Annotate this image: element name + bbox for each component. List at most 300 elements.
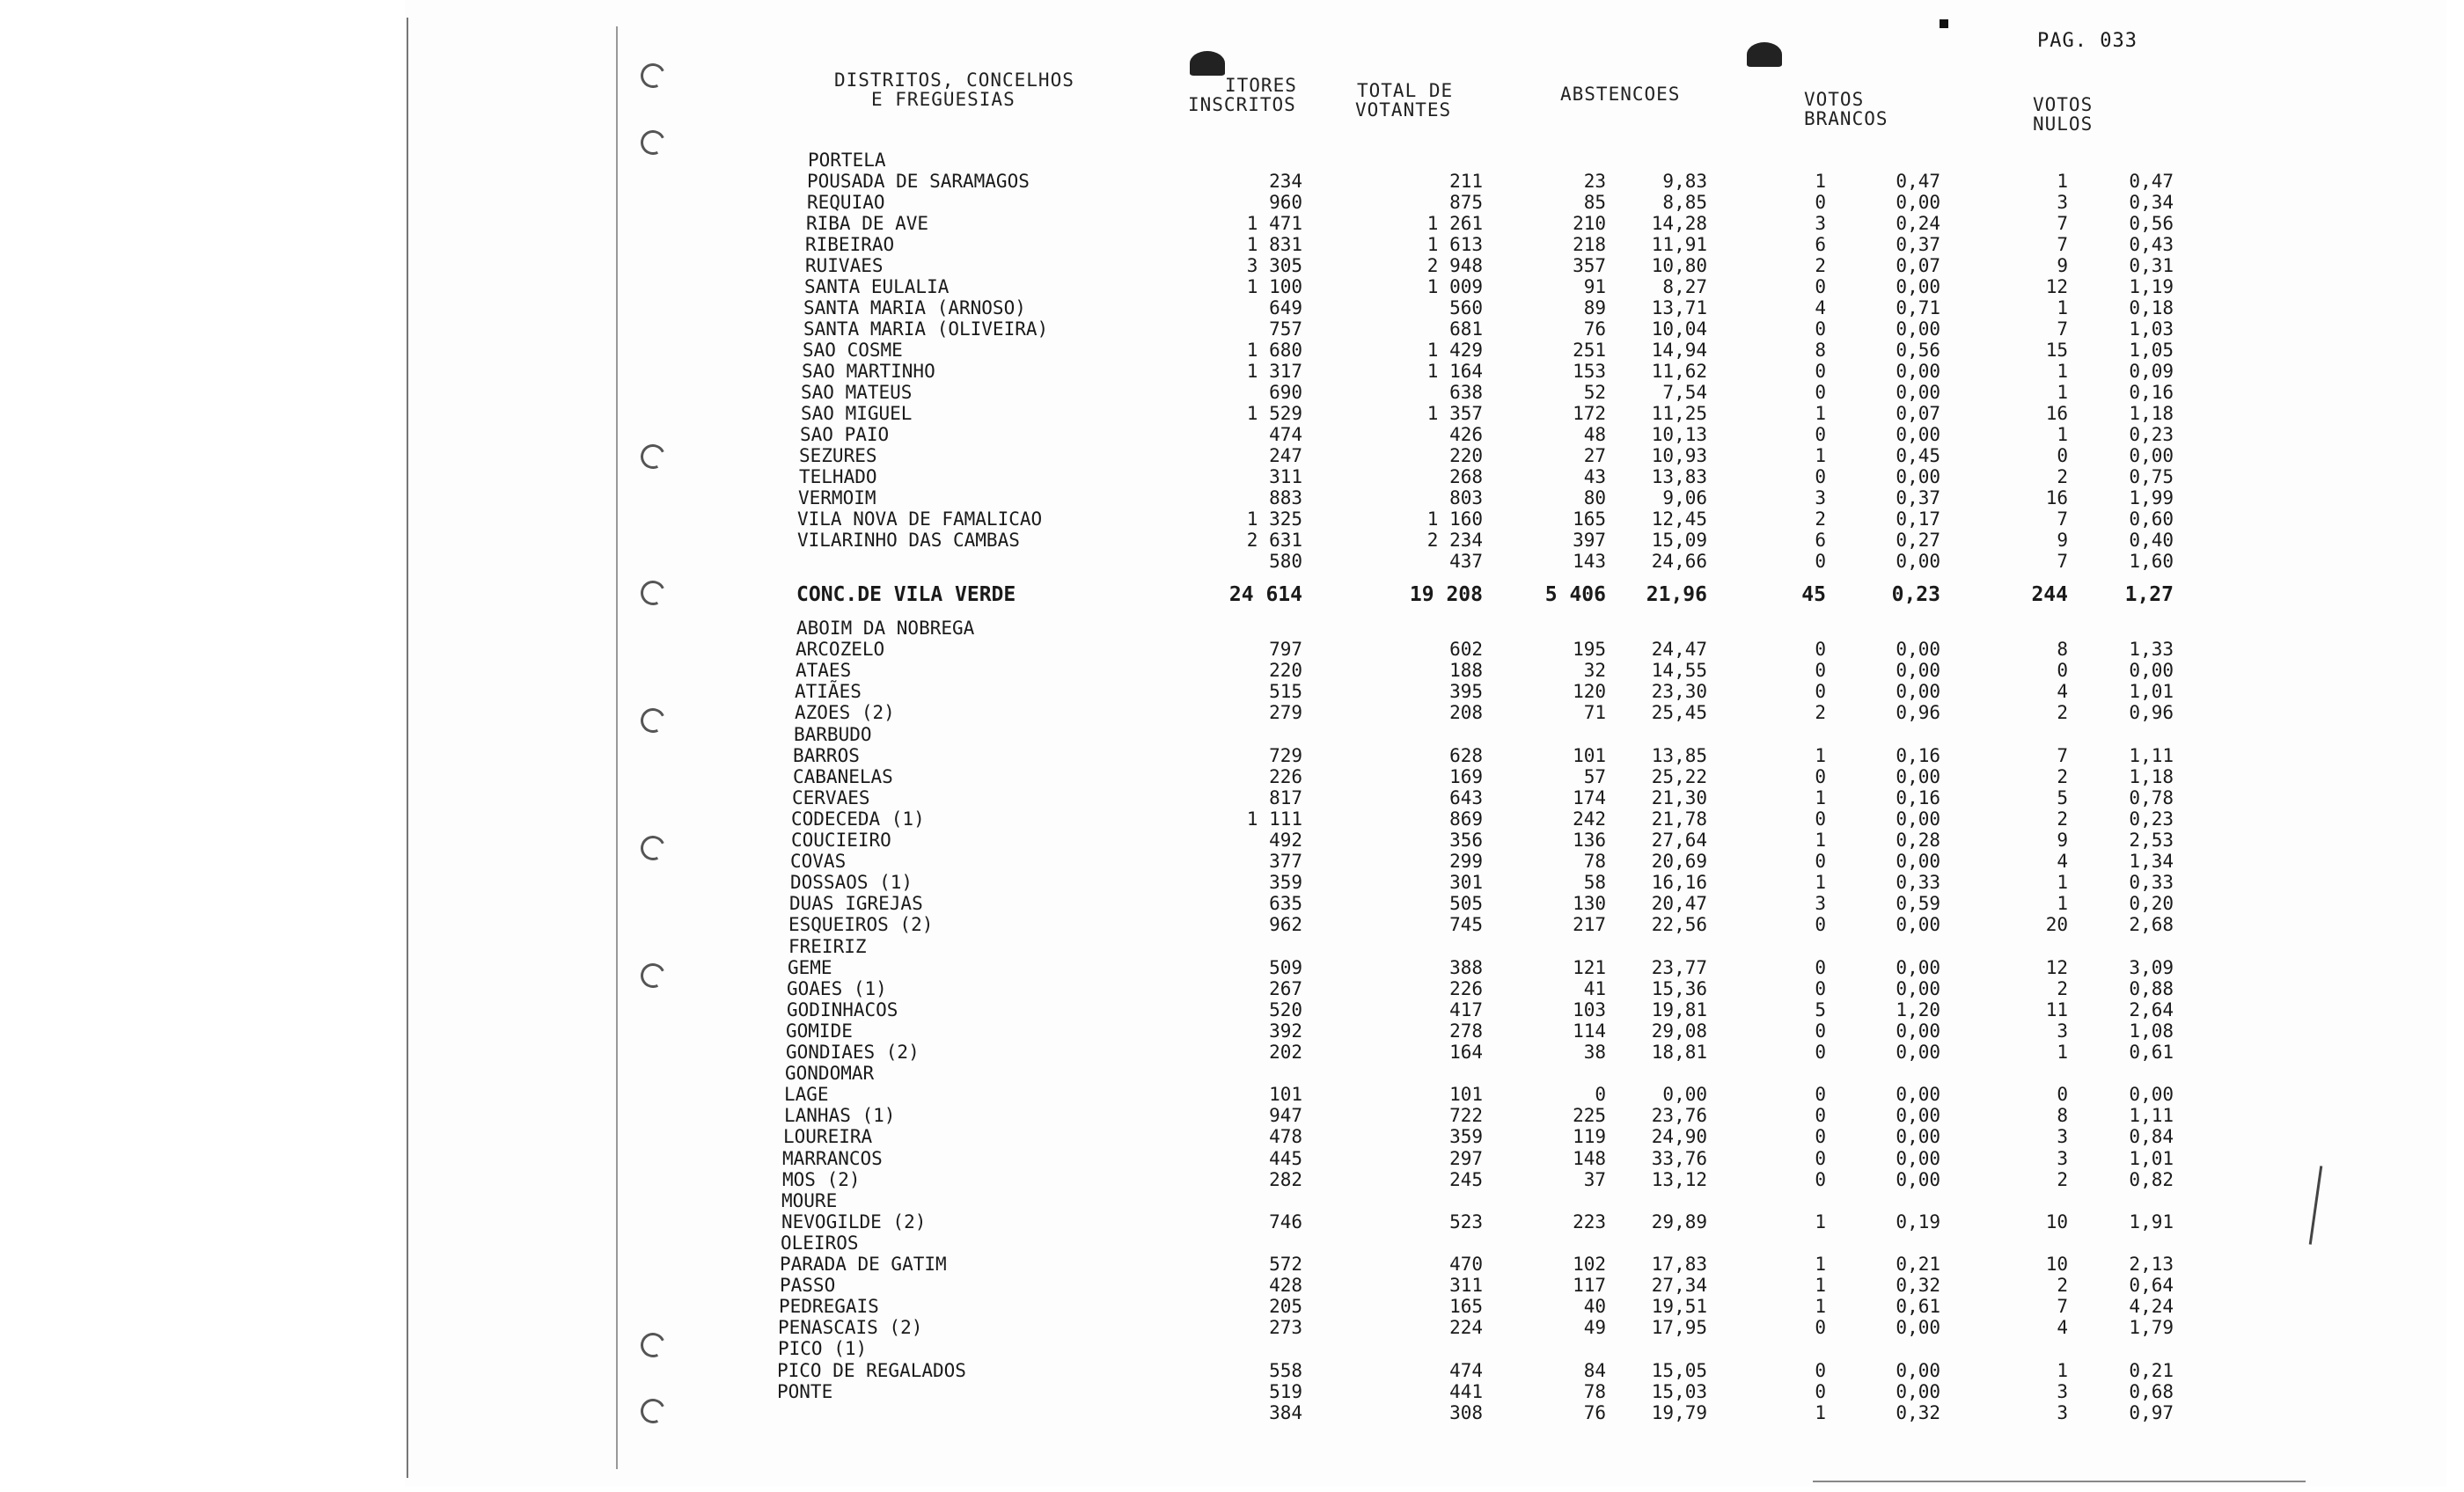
table-row: [0, 445, 2464, 466]
concelho-total-row: [0, 584, 2464, 605]
freguesia-name: PICO (1): [778, 1338, 868, 1360]
table-row: [0, 872, 2464, 893]
nulos-pct: 1,19: [2129, 276, 2174, 297]
table-row: [0, 192, 2464, 213]
abstencoes-pct: 10,04: [1651, 318, 1707, 340]
abstencoes-value: 49: [1583, 1317, 1606, 1339]
inscritos-value: 1 680: [1246, 340, 1302, 361]
nulos-value: 1: [2057, 424, 2068, 445]
abstencoes-pct: 17,83: [1651, 1254, 1707, 1275]
nulos-value: 1: [2057, 297, 2068, 318]
abstencoes-value: 38: [1583, 1042, 1606, 1063]
brancos-value: 1: [1815, 403, 1826, 424]
table-row: [0, 766, 2464, 787]
votantes-value: 224: [1449, 1317, 1483, 1339]
freguesia-name: GONDOMAR: [785, 1063, 875, 1085]
abstencoes-value: 251: [1573, 340, 1606, 361]
brancos-value: 1: [1815, 171, 1826, 192]
nulos-value: 4: [2057, 851, 2068, 873]
brancos-pct: 0,00: [1896, 639, 1940, 661]
nulos-pct: 2,64: [2129, 998, 2174, 1020]
table-row: [0, 914, 2464, 935]
abstencoes-value: 143: [1573, 551, 1606, 572]
votantes-value: 169: [1449, 765, 1483, 787]
abstencoes-value: 397: [1573, 530, 1606, 551]
inscritos-value: 883: [1269, 487, 1302, 508]
table-row: [0, 1063, 2464, 1084]
concelho-votantes: 19 208: [1409, 583, 1483, 606]
votantes-value: 164: [1449, 1042, 1483, 1063]
abstencoes-pct: 10,13: [1651, 424, 1707, 445]
votantes-value: 745: [1449, 914, 1483, 936]
freguesia-name: COUCIEIRO: [791, 830, 891, 851]
table-row: [0, 551, 2464, 572]
nulos-value: 5: [2057, 786, 2068, 808]
nulos-value: 1: [2057, 1359, 2068, 1381]
abstencoes-value: 136: [1573, 830, 1606, 851]
table-row: [0, 639, 2464, 660]
nulos-value: 9: [2057, 255, 2068, 276]
freguesia-name: VILA NOVA DE FAMALICAO: [797, 508, 1043, 530]
bottom-edge-line: [1813, 1481, 2306, 1482]
nulos-value: 2: [2057, 1275, 2068, 1297]
freguesia-name: PASSO: [780, 1275, 836, 1297]
abstencoes-value: 32: [1583, 660, 1606, 682]
table-row: [0, 808, 2464, 830]
abstencoes-pct: 20,47: [1651, 893, 1707, 915]
abstencoes-value: 85: [1583, 192, 1606, 213]
abstencoes-pct: 20,69: [1651, 851, 1707, 873]
brancos-pct: 0,00: [1896, 466, 1940, 487]
freguesia-name: SAO MIGUEL: [801, 403, 913, 424]
nulos-value: 10: [2045, 1210, 2068, 1232]
abstencoes-value: 71: [1583, 702, 1606, 724]
brancos-value: 6: [1815, 234, 1826, 255]
nulos-pct: 0,00: [2129, 445, 2174, 466]
brancos-value: 0: [1815, 276, 1826, 297]
brancos-pct: 0,24: [1896, 213, 1940, 234]
brancos-value: 0: [1815, 1126, 1826, 1148]
header-blank-votes: VOTOS BRANCOS: [1804, 89, 1888, 129]
votantes-value: 165: [1449, 1296, 1483, 1318]
nulos-pct: 1,79: [2129, 1317, 2174, 1339]
brancos-pct: 0,19: [1896, 1210, 1940, 1232]
brancos-value: 2: [1815, 702, 1826, 724]
brancos-value: 0: [1815, 1380, 1826, 1402]
nulos-pct: 0,75: [2129, 466, 2174, 487]
abstencoes-pct: 9,06: [1662, 487, 1707, 508]
table-row: [0, 297, 2464, 318]
freguesia-name: SANTA MARIA (ARNOSO): [803, 297, 1026, 318]
votantes-value: 297: [1449, 1147, 1483, 1169]
brancos-value: 0: [1815, 977, 1826, 999]
freguesia-name: SAO COSME: [803, 340, 903, 361]
votantes-value: 188: [1449, 660, 1483, 682]
votantes-value: 245: [1449, 1168, 1483, 1190]
abstencoes-pct: 29,89: [1651, 1210, 1707, 1232]
nulos-pct: 0,20: [2129, 893, 2174, 915]
inscritos-value: 1 831: [1246, 234, 1302, 255]
abstencoes-value: 357: [1573, 255, 1606, 276]
freguesia-name: NEVOGILDE (2): [781, 1210, 927, 1232]
brancos-pct: 0,00: [1896, 192, 1940, 213]
abstencoes-pct: 14,28: [1651, 213, 1707, 234]
abstencoes-value: 78: [1583, 1380, 1606, 1402]
inscritos-value: 359: [1269, 872, 1302, 894]
nulos-pct: 2,53: [2129, 830, 2174, 851]
brancos-value: 0: [1815, 361, 1826, 382]
abstencoes-pct: 14,94: [1651, 340, 1707, 361]
brancos-pct: 0,61: [1896, 1296, 1940, 1318]
nulos-pct: 0,68: [2129, 1380, 2174, 1402]
nulos-pct: 0,78: [2129, 786, 2174, 808]
votantes-value: 1 009: [1426, 276, 1483, 297]
votantes-value: 359: [1449, 1126, 1483, 1148]
table-row: [0, 618, 2464, 639]
table-row: [0, 660, 2464, 681]
table-row: [0, 1232, 2464, 1254]
nulos-value: 7: [2057, 508, 2068, 530]
table-row: [0, 1020, 2464, 1042]
votantes-value: 474: [1449, 1359, 1483, 1381]
table-row: [0, 340, 2464, 361]
nulos-pct: 0,16: [2129, 382, 2174, 403]
brancos-pct: 0,07: [1896, 255, 1940, 276]
nulos-value: 10: [2045, 1254, 2068, 1275]
abstencoes-value: 114: [1573, 1020, 1606, 1042]
nulos-value: 1: [2057, 872, 2068, 894]
freguesia-name: VILARINHO DAS CAMBAS: [797, 530, 1020, 551]
brancos-value: 6: [1815, 530, 1826, 551]
inscritos-value: 729: [1269, 744, 1302, 766]
abstencoes-value: 57: [1583, 765, 1606, 787]
table-row: [0, 957, 2464, 978]
table-row: [0, 681, 2464, 702]
nulos-pct: 2,13: [2129, 1254, 2174, 1275]
table-row: [0, 1338, 2464, 1359]
inscritos-value: 428: [1269, 1275, 1302, 1297]
votantes-value: 311: [1449, 1275, 1483, 1297]
brancos-pct: 0,00: [1896, 1084, 1940, 1106]
nulos-value: 2: [2057, 702, 2068, 724]
brancos-value: 0: [1815, 765, 1826, 787]
table-row: [0, 1190, 2464, 1211]
table-row: [0, 1148, 2464, 1169]
votantes-value: 278: [1449, 1020, 1483, 1042]
brancos-value: 0: [1815, 551, 1826, 572]
ink-dot-icon: [1940, 19, 1948, 28]
brancos-pct: 0,00: [1896, 914, 1940, 936]
brancos-value: 1: [1815, 830, 1826, 851]
brancos-value: 1: [1815, 1210, 1826, 1232]
votantes-value: 208: [1449, 702, 1483, 724]
inscritos-value: 558: [1269, 1359, 1302, 1381]
nulos-pct: 1,11: [2129, 744, 2174, 766]
abstencoes-pct: 12,45: [1651, 508, 1707, 530]
table-row: [0, 171, 2464, 192]
votantes-value: 2 948: [1426, 255, 1483, 276]
abstencoes-value: 119: [1573, 1126, 1606, 1148]
table-row: [0, 508, 2464, 530]
freguesia-name: PONTE: [777, 1380, 833, 1402]
abstencoes-pct: 17,95: [1651, 1317, 1707, 1339]
brancos-pct: 0,96: [1896, 702, 1940, 724]
abstencoes-pct: 13,83: [1651, 466, 1707, 487]
brancos-value: 8: [1815, 340, 1826, 361]
table-row: [0, 1317, 2464, 1338]
abstencoes-value: 225: [1573, 1105, 1606, 1127]
freguesia-name: SEZURES: [799, 445, 877, 466]
abstencoes-pct: 29,08: [1651, 1020, 1707, 1042]
table-row: [0, 745, 2464, 766]
table-row: [0, 150, 2464, 171]
table-row: [0, 1105, 2464, 1126]
brancos-value: 0: [1815, 851, 1826, 873]
votantes-value: 628: [1449, 744, 1483, 766]
freguesia-name: DOSSAOS (1): [790, 872, 913, 894]
freguesia-name: MARRANCOS: [782, 1147, 883, 1169]
nulos-pct: 3,09: [2129, 956, 2174, 978]
inscritos-value: 1 111: [1246, 808, 1302, 830]
abstencoes-value: 89: [1583, 297, 1606, 318]
table-row: [0, 787, 2464, 808]
votantes-value: 417: [1449, 998, 1483, 1020]
nulos-pct: 0,84: [2129, 1126, 2174, 1148]
freguesia-name: RUIVAES: [805, 255, 884, 276]
votantes-value: 1 164: [1426, 361, 1483, 382]
nulos-pct: 0,64: [2129, 1275, 2174, 1297]
abstencoes-value: 43: [1583, 466, 1606, 487]
inscritos-value: 282: [1269, 1168, 1302, 1190]
brancos-pct: 0,00: [1896, 1147, 1940, 1169]
abstencoes-value: 217: [1573, 914, 1606, 936]
inscritos-value: 1 325: [1246, 508, 1302, 530]
abstencoes-pct: 25,22: [1651, 765, 1707, 787]
freguesia-name: MOS (2): [782, 1168, 861, 1190]
nulos-pct: 1,34: [2129, 851, 2174, 873]
table-row: [0, 1402, 2464, 1423]
brancos-pct: 0,32: [1896, 1275, 1940, 1297]
abstencoes-value: 41: [1583, 977, 1606, 999]
abstencoes-value: 210: [1573, 213, 1606, 234]
abstencoes-value: 174: [1573, 786, 1606, 808]
abstencoes-value: 218: [1573, 234, 1606, 255]
table-row: [0, 1275, 2464, 1296]
abstencoes-value: 37: [1583, 1168, 1606, 1190]
inscritos-value: 377: [1269, 851, 1302, 873]
freguesia-name: DUAS IGREJAS: [789, 893, 923, 915]
freguesia-name: SAO PAIO: [800, 424, 890, 445]
abstencoes-pct: 9,83: [1662, 171, 1707, 192]
inscritos-value: 492: [1269, 830, 1302, 851]
inscritos-value: 635: [1269, 893, 1302, 915]
nulos-value: 9: [2057, 830, 2068, 851]
table-row: [0, 724, 2464, 745]
brancos-pct: 0,00: [1896, 1105, 1940, 1127]
inscritos-value: 1 471: [1246, 213, 1302, 234]
nulos-pct: 0,43: [2129, 234, 2174, 255]
header-abstentions: ABSTENCOES: [1560, 84, 1681, 105]
abstencoes-pct: 11,25: [1651, 403, 1707, 424]
nulos-pct: 0,47: [2129, 171, 2174, 192]
nulos-value: 15: [2045, 340, 2068, 361]
votantes-value: 803: [1449, 487, 1483, 508]
brancos-value: 5: [1815, 998, 1826, 1020]
votantes-value: 1 429: [1426, 340, 1483, 361]
nulos-pct: 1,01: [2129, 681, 2174, 703]
brancos-value: 1: [1815, 1296, 1826, 1318]
nulos-pct: 1,60: [2129, 551, 2174, 572]
nulos-pct: 1,01: [2129, 1147, 2174, 1169]
nulos-pct: 0,21: [2129, 1359, 2174, 1381]
brancos-pct: 0,00: [1896, 956, 1940, 978]
inscritos-value: 690: [1269, 382, 1302, 403]
abstencoes-value: 172: [1573, 403, 1606, 424]
nulos-pct: 0,31: [2129, 255, 2174, 276]
freguesia-name: SANTA MARIA (OLIVEIRA): [803, 318, 1049, 340]
nulos-value: 2: [2057, 466, 2068, 487]
brancos-value: 4: [1815, 297, 1826, 318]
abstencoes-pct: 16,16: [1651, 872, 1707, 894]
votantes-value: 356: [1449, 830, 1483, 851]
brancos-pct: 0,32: [1896, 1401, 1940, 1423]
abstencoes-pct: 13,12: [1651, 1168, 1707, 1190]
brancos-value: 1: [1815, 744, 1826, 766]
nulos-pct: 2,68: [2129, 914, 2174, 936]
header-districts: DISTRITOS, CONCELHOS E FREGUESIAS: [834, 69, 1074, 110]
page-number: PAG. 033: [2037, 30, 2138, 52]
abstencoes-pct: 18,81: [1651, 1042, 1707, 1063]
freguesia-name: ESQUEIROS (2): [788, 914, 934, 936]
abstencoes-pct: 24,47: [1651, 639, 1707, 661]
votantes-value: 722: [1449, 1105, 1483, 1127]
abstencoes-pct: 19,81: [1651, 998, 1707, 1020]
votantes-value: 560: [1449, 297, 1483, 318]
abstencoes-pct: 15,03: [1651, 1380, 1707, 1402]
inscritos-value: 384: [1269, 1401, 1302, 1423]
inscritos-value: 226: [1269, 765, 1302, 787]
nulos-pct: 4,24: [2129, 1296, 2174, 1318]
abstencoes-value: 103: [1573, 998, 1606, 1020]
brancos-pct: 0,16: [1896, 744, 1940, 766]
nulos-value: 20: [2045, 914, 2068, 936]
brancos-value: 0: [1815, 660, 1826, 682]
concelho-name: CONC.DE VILA VERDE: [796, 583, 1016, 606]
abstencoes-pct: 8,85: [1662, 192, 1707, 213]
nulos-pct: 1,99: [2129, 487, 2174, 508]
nulos-value: 1: [2057, 361, 2068, 382]
brancos-pct: 0,45: [1896, 445, 1940, 466]
abstencoes-pct: 14,55: [1651, 660, 1707, 682]
inscritos-value: 519: [1269, 1380, 1302, 1402]
abstencoes-pct: 23,30: [1651, 681, 1707, 703]
nulos-value: 4: [2057, 1317, 2068, 1339]
votantes-value: 505: [1449, 893, 1483, 915]
brancos-pct: 0,00: [1896, 681, 1940, 703]
votantes-value: 308: [1449, 1401, 1483, 1423]
abstencoes-value: 23: [1583, 171, 1606, 192]
abstencoes-value: 120: [1573, 681, 1606, 703]
table-row: [0, 403, 2464, 424]
nulos-pct: 0,60: [2129, 508, 2174, 530]
nulos-value: 1: [2057, 382, 2068, 403]
table-row: [0, 851, 2464, 872]
inscritos-value: 520: [1269, 998, 1302, 1020]
nulos-value: 1: [2057, 893, 2068, 915]
abstencoes-pct: 21,78: [1651, 808, 1707, 830]
inscritos-value: 580: [1269, 551, 1302, 572]
brancos-value: 0: [1815, 1317, 1826, 1339]
brancos-pct: 0,71: [1896, 297, 1940, 318]
nulos-value: 7: [2057, 318, 2068, 340]
abstencoes-pct: 11,91: [1651, 234, 1707, 255]
inscritos-value: 311: [1269, 466, 1302, 487]
inscritos-value: 572: [1269, 1254, 1302, 1275]
nulos-pct: 0,40: [2129, 530, 2174, 551]
nulos-value: 3: [2057, 1401, 2068, 1423]
table-row: [0, 702, 2464, 723]
abstencoes-value: 165: [1573, 508, 1606, 530]
abstencoes-pct: 15,36: [1651, 977, 1707, 999]
brancos-pct: 0,00: [1896, 276, 1940, 297]
votantes-value: 220: [1449, 445, 1483, 466]
inscritos-value: 515: [1269, 681, 1302, 703]
table-row: [0, 234, 2464, 255]
brancos-value: 0: [1815, 1020, 1826, 1042]
concelho-nulos: 244: [2031, 583, 2068, 606]
votantes-value: 523: [1449, 1210, 1483, 1232]
brancos-pct: 0,56: [1896, 340, 1940, 361]
abstencoes-pct: 33,76: [1651, 1147, 1707, 1169]
freguesia-name: BARBUDO: [794, 723, 872, 745]
nulos-value: 16: [2045, 487, 2068, 508]
freguesia-name: ATAES: [796, 660, 852, 682]
table-row: [0, 1296, 2464, 1317]
freguesia-name: GODINHACOS: [787, 998, 898, 1020]
abstencoes-value: 48: [1583, 424, 1606, 445]
votantes-value: 395: [1449, 681, 1483, 703]
nulos-value: 2: [2057, 808, 2068, 830]
brancos-value: 3: [1815, 487, 1826, 508]
freguesia-name: PEDREGAIS: [779, 1296, 879, 1318]
nulos-value: 2: [2057, 765, 2068, 787]
freguesia-name: GOAES (1): [787, 977, 887, 999]
freguesia-name: LANHAS (1): [784, 1105, 896, 1127]
nulos-pct: 1,91: [2129, 1210, 2174, 1232]
abstencoes-pct: 22,56: [1651, 914, 1707, 936]
freguesia-name: PARADA DE GATIM: [780, 1254, 947, 1275]
brancos-value: 3: [1815, 893, 1826, 915]
table-row: [0, 255, 2464, 276]
abstencoes-value: 91: [1583, 276, 1606, 297]
inscritos-value: 797: [1269, 639, 1302, 661]
inscritos-value: 1 317: [1246, 361, 1302, 382]
abstencoes-pct: 25,45: [1651, 702, 1707, 724]
concelho-brancos-pct: 0,23: [1891, 583, 1940, 606]
nulos-pct: 0,00: [2129, 1084, 2174, 1106]
abstencoes-value: 121: [1573, 956, 1606, 978]
abstencoes-pct: 27,64: [1651, 830, 1707, 851]
votantes-value: 437: [1449, 551, 1483, 572]
freguesia-name: GONDIAES (2): [786, 1042, 920, 1063]
brancos-pct: 0,07: [1896, 403, 1940, 424]
brancos-value: 0: [1815, 1105, 1826, 1127]
abstencoes-pct: 27,34: [1651, 1275, 1707, 1297]
nulos-pct: 0,18: [2129, 297, 2174, 318]
abstencoes-value: 130: [1573, 893, 1606, 915]
table-row: [0, 830, 2464, 851]
concelho-abstencoes-pct: 21,96: [1646, 583, 1707, 606]
